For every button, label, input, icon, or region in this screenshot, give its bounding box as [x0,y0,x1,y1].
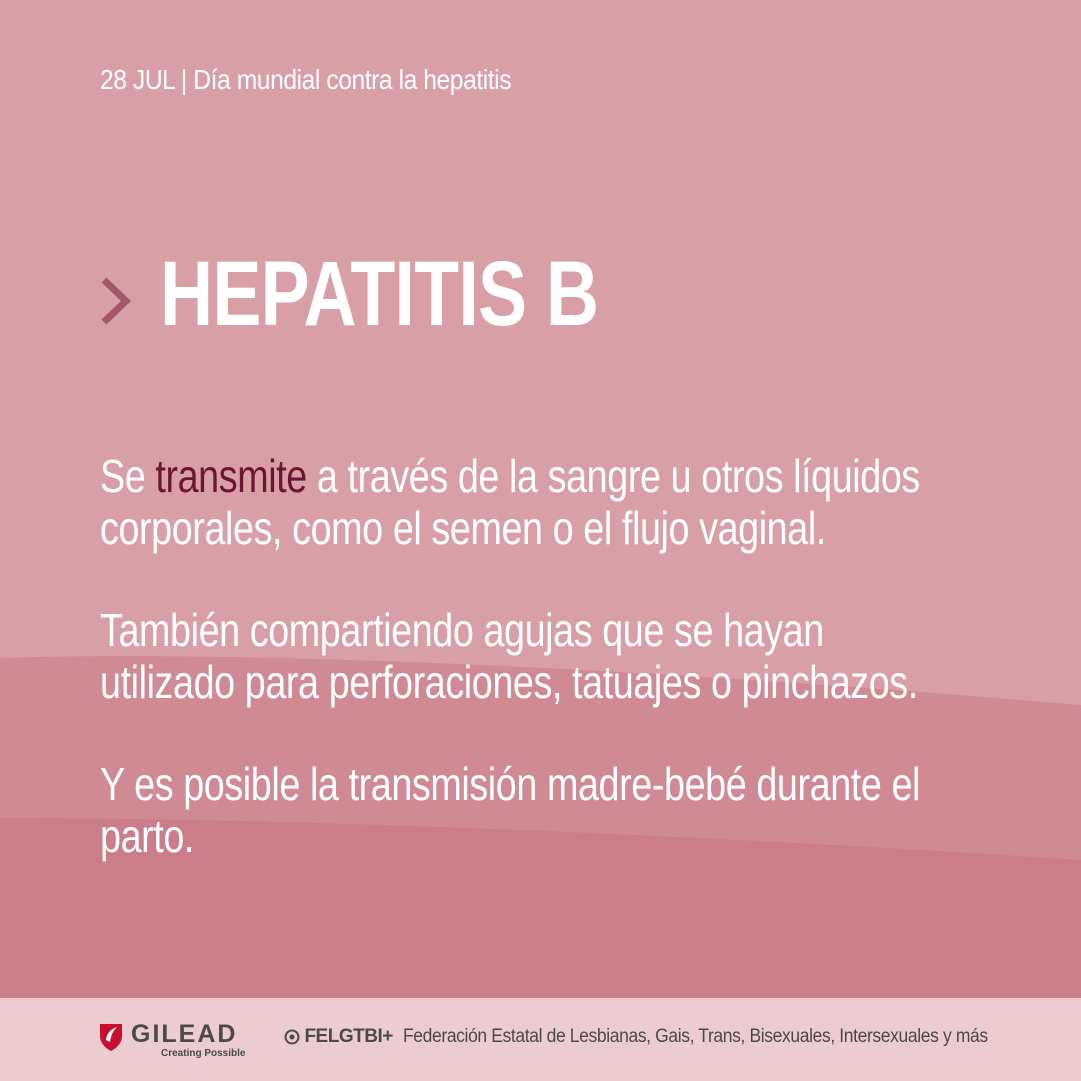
page-title: HEPATITIS B [160,243,599,345]
highlighted-word: transmite [155,450,307,502]
paragraph-needles: También compartiendo agujas que se hayan utilizado para perforaciones, tatuajes o pinchazos. [100,604,918,708]
gilead-logo-icon [97,1020,125,1052]
federation-logo [284,1026,1039,1048]
paragraph-mother-baby: Y es posible la transmisión madre-bebé durante el parto. [100,758,921,862]
paragraph-1-end: a través de la sangre u otros líquidos corporales, como el semen o el flujo vaginal. [100,450,920,554]
footer [0,998,1081,1081]
date-line: 28 JUL | Día mundial contra la hepatitis [100,64,512,95]
paragraph-1-start: Se [100,450,156,502]
paragraph-transmission [100,450,920,554]
chevron-right-icon [98,274,134,328]
gilead-tagline: Creating Possible [161,1048,246,1059]
felgtbi-logo-icon [284,1029,300,1045]
body-text [100,450,920,912]
federation-name: Federación Estatal de Lesbianas, Gais, Trans, Bisexuales, Intersexuales y más [403,1026,989,1047]
federation-logo-text: FELGTBI+ [304,1026,393,1047]
gilead-name: GILEAD [131,1020,238,1048]
